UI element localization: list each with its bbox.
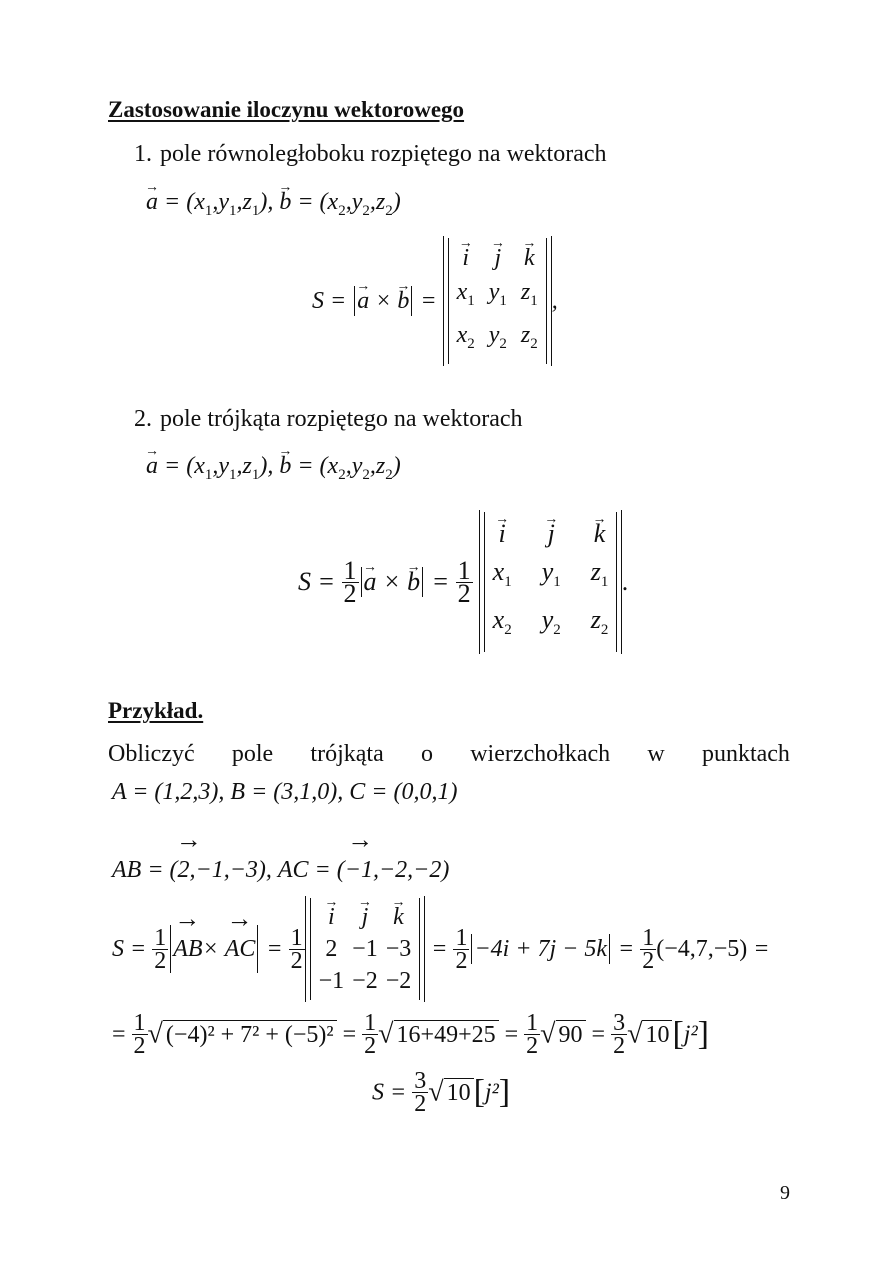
formula-triangle: S = $\frac{1}{2}$ → a × → b = $\frac{1}{2}$ → i → j → k $x_1$ $y_1$ $z_1$ $x_2$ $y_2$ $z_2$ . bbox=[298, 510, 629, 654]
formula-1-comma: , bbox=[551, 288, 558, 314]
example-task: Obliczyć pole trójkąta o wierzchołkach w punktach bbox=[108, 741, 790, 767]
tuple-result: (−4,7,−5) bbox=[656, 936, 748, 962]
item-1-text: pole równoległoboku rozpiętego na wektorach bbox=[160, 141, 607, 167]
example-sqrt-line: = $\frac{1}{2}$ √ (−4)² + 7² + (−5)² = $\frac{1}{2}$ √ 16+49+25 = $\frac{1}{2}$ √ 90 = $\frac{3}{2}$ √ 10[j²] bbox=[112, 1010, 709, 1059]
vector-a-definition-2: → $a = (x_1,y_1,z_1)$, → $b = (x_2,y_2,z_2)$ bbox=[146, 452, 401, 489]
section-heading: Zastosowanie iloczynu wektorowego bbox=[108, 97, 465, 122]
determinant-2: → i → j → k $x_1$ $y_1$ $z_1$ $x_2$ $y_2$ $z_2$ bbox=[479, 510, 623, 654]
example-determinant: → i → j → k 2 −1 −3 −1 −2 −2 bbox=[305, 896, 426, 1002]
page-number: 9 bbox=[780, 1182, 790, 1204]
cross-product-result: −4i + 7j − 5k bbox=[474, 936, 608, 962]
example-final-result: S = $\frac{3}{2}$ √ 10[j²] bbox=[372, 1068, 511, 1117]
example-points: A = (1,2,3), B = (3,1,0), C = (0,0,1) bbox=[112, 779, 458, 805]
vector-ab: → AB = (2,−1,−3), → AC = (−1,−2,−2) bbox=[112, 856, 449, 884]
item-2-number: 2. bbox=[134, 406, 152, 432]
item-2-text: pole trójkąta rozpiętego na wektorach bbox=[160, 406, 523, 432]
example-heading: Przykład. bbox=[108, 698, 204, 723]
item-1-number: 1. bbox=[134, 141, 152, 167]
formula-2-period: . bbox=[622, 567, 629, 596]
formula-parallelogram: S = → a × → b = → i → j → k $x_1$ $y_1$ $z_1$ $x_2$ $y_2$ $z_2$ , bbox=[312, 236, 558, 366]
determinant-1: → i → j → k $x_1$ $y_1$ $z_1$ $x_2$ $y_2$ $z_2$ bbox=[443, 236, 552, 366]
vector-a-definition-1: → $a = (x_1,y_1,z_1)$, → $b = (x_2,y_2,z_2)$ bbox=[146, 188, 401, 225]
example-area-computation: S = $\frac{1}{2}$ → AB× → AC = $\frac{1}{2}$ → i → j → k 2 −1 −3 −1 −2 −2 = $\frac{1}{2}$ −4i + 7j − 5k = $\frac{1}{2}$ (−4,7,−5) = bbox=[112, 896, 770, 1002]
